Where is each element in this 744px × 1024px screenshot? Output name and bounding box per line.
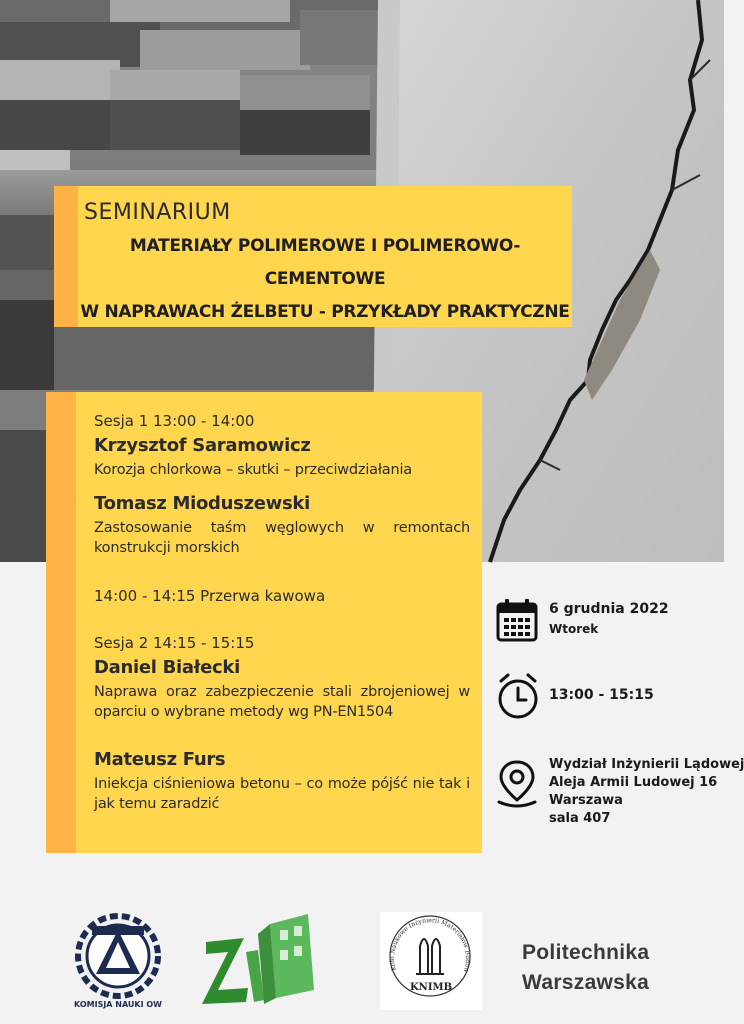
seminar-title-line2: W NAPRAWACH ŻELBETU - PRZYKŁADY PRAKTYCZNE (80, 302, 570, 322)
program-box (46, 392, 482, 853)
time-info (496, 672, 724, 722)
event-time: 13:00 - 15:15 (549, 687, 654, 703)
location-pin-icon (496, 760, 538, 810)
speaker-name: Daniel Białecki (94, 657, 240, 678)
politechnika-warszawska-logo (522, 938, 649, 998)
clock-icon (496, 672, 540, 724)
pw-line2: Warszawska (522, 971, 650, 994)
event-date: 6 grudnia 2022 (549, 601, 669, 617)
calendar-icon (496, 598, 538, 646)
accent-strip (54, 186, 78, 327)
komisja-label: KOMISJA NAUKI OW (73, 1000, 162, 1009)
seminar-label: SEMINARIUM (84, 200, 231, 225)
location-info (496, 756, 744, 836)
accent-strip (46, 392, 76, 853)
date-info (496, 598, 724, 648)
event-weekday: Wtorek (549, 622, 599, 636)
speaker-name: Tomasz Mioduszewski (94, 493, 310, 514)
coffee-break: 14:00 - 14:15 Przerwa kawowa (94, 587, 326, 605)
speaker-topic: Korozja chlorkowa – skutki – przeciwdziałania (94, 462, 412, 478)
zmb-logo (198, 912, 324, 1010)
speaker-topic: Iniekcja ciśnieniowa betonu – co może pójść nie tak i jak temu zaradzić (94, 776, 470, 812)
speaker-topic: Zastosowanie taśm węglowych w remontach konstrukcji morskich (94, 520, 470, 556)
speaker-name: Mateusz Furs (94, 749, 226, 770)
address-line: Aleja Armii Ludowej 16 (549, 775, 718, 790)
knimb-label: KNIMB (409, 982, 453, 993)
knimb-circle-text: Koło Naukowe Inżynierii Materiałów Budow (388, 917, 472, 974)
seminar-title-box (54, 186, 572, 327)
seminar-title-line1: MATERIAŁY POLIMEROWE I POLIMEROWO-CEMENTOWE (129, 236, 521, 289)
session-1-time: Sesja 1 13:00 - 14:00 (94, 412, 255, 430)
address-line: Warszawa (549, 793, 623, 808)
knimb-logo (380, 912, 482, 1010)
speaker-name: Krzysztof Saramowicz (94, 435, 311, 456)
address-line: Wydział Inżynierii Lądowej (549, 757, 744, 772)
pw-line1: Politechnika (522, 941, 650, 964)
seminar-title (78, 230, 572, 329)
address-line: sala 407 (549, 811, 611, 826)
svg-text:Koło Naukowe Inżynierii Materi (380, 912, 471, 974)
speaker-topic: Naprawa oraz zabezpieczenie stali zbrojeniowej w oparciu o wybrane metody wg PN-EN1504 (94, 684, 470, 720)
session-2-time: Sesja 2 14:15 - 15:15 (94, 634, 255, 652)
komisja-nauki-logo (70, 912, 166, 1012)
